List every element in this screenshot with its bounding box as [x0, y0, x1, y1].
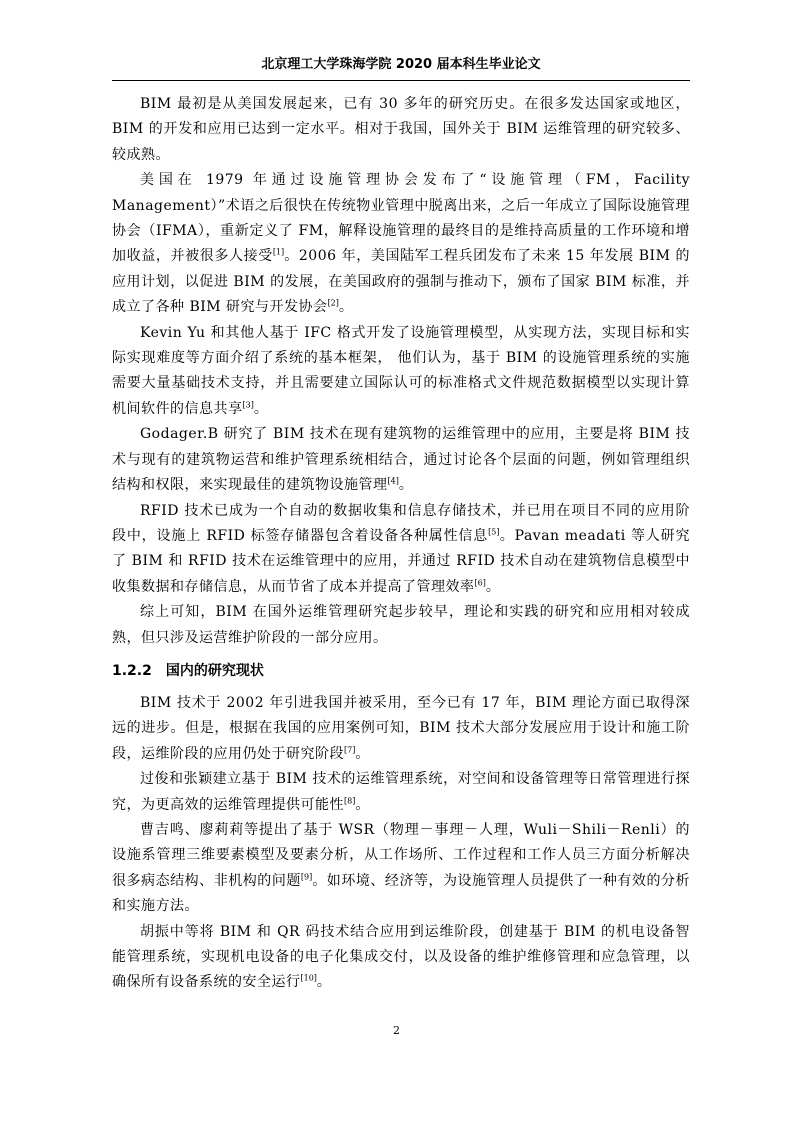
section-number: 1.2.2: [112, 662, 152, 679]
paragraph: 过俊和张颖建立基于 BIM 技术的运维管理系统，对空间和设备管理等日常管理进行探究，为更高效的运维管理提供可能性[8]。: [112, 771, 690, 813]
citation[interactable]: [3]: [242, 400, 254, 410]
citation[interactable]: [2]: [327, 298, 339, 308]
section-heading: [112, 661, 690, 681]
citation[interactable]: [10]: [300, 973, 317, 983]
citation[interactable]: [6]: [474, 578, 486, 588]
paragraph: BIM 技术于 2002 年引进我国并被采用，至今已有 17 年，BIM 理论方面已取得深远的进步。但是，根据在我国的应用案例可知，BIM 技术大部分发展应用于设计和施工阶段，运维阶段的应用仍处于研究阶段[7]。: [112, 694, 690, 762]
paragraph: RFID 技术已成为一个自动的数据收集和信息存储技术，并已用在项目不同的应用阶段中，设施上 RFID 标签存储器包含着设备各种属性信息[5]。Pavan meadati 等人研究了 BIM 和 RFID 技术在运维管理中的应用，并通过 RFID 技术自动在建筑物信息模型中收集数据和存储信息，从而节省了成本并提高了管理效率[6]。: [112, 502, 690, 595]
citation[interactable]: [7]: [344, 745, 356, 755]
page-number: 2: [393, 1024, 400, 1037]
paragraph: 曹吉鸣、廖莉莉等提出了基于 WSR（物理－事理－人理，Wuli－Shili－Renli）的设施系管理三维要素模型及要素分析，从工作场所、工作过程和工作人员三方面分析解决很多病态结构、非机构的问题[9]。如环境、经济等，为设施管理人员提供了一种有效的分析和实施方法。: [112, 821, 691, 915]
citation[interactable]: [1]: [272, 247, 285, 257]
header-rule: [112, 80, 690, 81]
citation[interactable]: [4]: [387, 476, 399, 486]
section-title: 国内的研究现状: [165, 662, 264, 679]
citation[interactable]: [8]: [344, 795, 356, 805]
paragraph: 美国在 1979 年通过设施管理协会发布了“设施管理（FM，Facility Management）”术语之后很快在传统物业管理中脱离出来，之后一年成立了国际设施管理协会（IFMA），重新定义了 FM，解释设施管理的最终目的是维持高质量的工作环境和增加收益，并被很多人接受[1]。2006 年，美国陆军工程兵团发布了未来 15 年发展 BIM 的应用计划，以促进 BIM 的发展，在美国政府的强制与推动下，颁布了国家 BIM 标准，并成立了各种 BIM 研究与开发协会[2]。: [112, 172, 690, 316]
citation[interactable]: [9]: [300, 872, 313, 882]
running-header: 北京理工大学珠海学院 2020 届本科生毕业论文: [261, 57, 541, 72]
citation[interactable]: [5]: [488, 527, 500, 537]
paragraph: Godager.B 研究了 BIM 技术在现有建筑物的运维管理中的应用，主要是将 BIM 技术与现有的建筑物运营和维护管理系统相结合，通过讨论各个层面的问题，例如管理组织结构和权限，来实现最佳的建筑物设施管理[4]。: [112, 426, 690, 494]
paragraph: 胡振中等将 BIM 和 QR 码技术结合应用到运维阶段，创建基于 BIM 的机电设备智能管理系统，实现机电设备的电子化集成交付，以及设备的维护维修管理和应急管理，以确保所有设备系统的安全运行[10]。: [112, 923, 690, 991]
paragraph: BIM 最初是从美国发展起来，已有 30 多年的研究历史。在很多发达国家或地区，BIM 的开发和应用已达到一定水平。相对于我国，国外关于 BIM 运维管理的研究较多、较成熟。: [112, 96, 690, 163]
paragraph: 综上可知，BIM 在国外运维管理研究起步较早，理论和实践的研究和应用相对较成熟，但只涉及运营维护阶段的一部分应用。: [112, 604, 690, 646]
body-text: [112, 92, 690, 996]
paragraph: Kevin Yu 和其他人基于 IFC 格式开发了设施管理模型，从实现方法，实现目标和实际实现难度等方面介绍了系统的基本框架， 他们认为，基于 BIM 的设施管理系统的实施需要大量基础技术支持，并且需要建立国际认可的标准格式文件规范数据模型以实现计算机间软件的信息共享[3]。: [112, 324, 690, 417]
